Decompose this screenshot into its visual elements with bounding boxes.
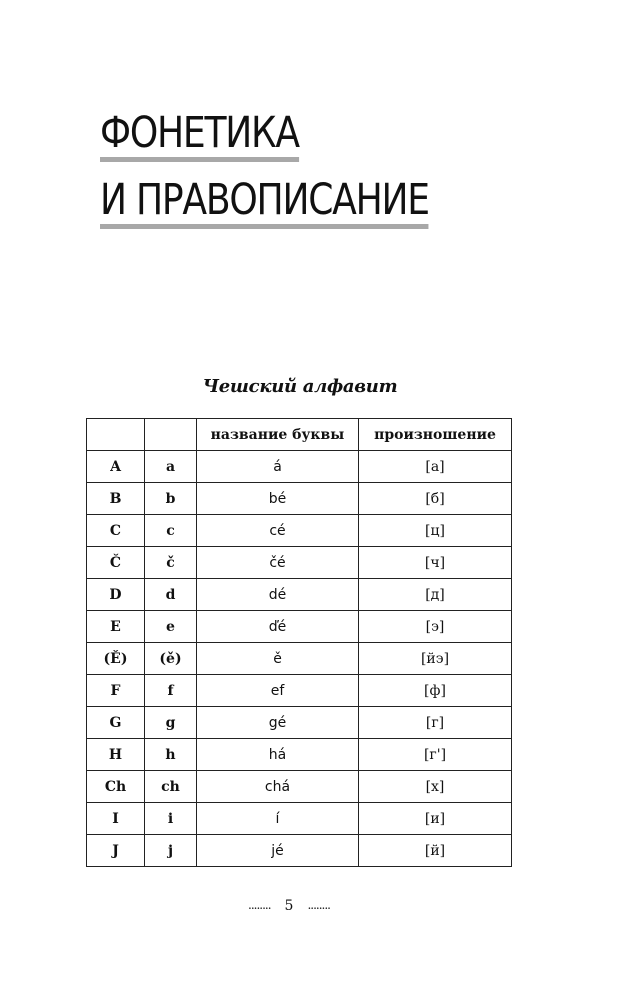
table-row bbox=[87, 675, 512, 707]
cell-pronunciation: [д] bbox=[359, 579, 512, 611]
cell-uppercase-letter: H bbox=[87, 739, 145, 771]
header-letter-name: название буквы bbox=[197, 419, 359, 451]
cell-letter-name: í bbox=[197, 803, 359, 835]
cell-letter-name: há bbox=[197, 739, 359, 771]
cell-pronunciation: [ц] bbox=[359, 515, 512, 547]
cell-lowercase-letter: j bbox=[145, 835, 197, 867]
cell-uppercase-letter: C bbox=[87, 515, 145, 547]
cell-pronunciation: [э] bbox=[359, 611, 512, 643]
cell-uppercase-letter: B bbox=[87, 483, 145, 515]
chapter-title bbox=[100, 108, 429, 246]
cell-lowercase-letter: b bbox=[145, 483, 197, 515]
chapter-title-line-1: ФОНЕТИКА bbox=[100, 112, 299, 162]
cell-pronunciation: [г'] bbox=[359, 739, 512, 771]
cell-uppercase-letter: D bbox=[87, 579, 145, 611]
cell-pronunciation: [йэ] bbox=[359, 643, 512, 675]
table-row bbox=[87, 515, 512, 547]
cell-pronunciation: [г] bbox=[359, 707, 512, 739]
table-row bbox=[87, 835, 512, 867]
cell-uppercase-letter: A bbox=[87, 451, 145, 483]
cell-uppercase-letter: I bbox=[87, 803, 145, 835]
cell-lowercase-letter: č bbox=[145, 547, 197, 579]
cell-letter-name: ě bbox=[197, 643, 359, 675]
cell-uppercase-letter: J bbox=[87, 835, 145, 867]
table-row bbox=[87, 771, 512, 803]
cell-letter-name: jé bbox=[197, 835, 359, 867]
cell-uppercase-letter: (Ě) bbox=[87, 643, 145, 675]
cell-lowercase-letter: h bbox=[145, 739, 197, 771]
cell-pronunciation: [а] bbox=[359, 451, 512, 483]
page-number: 5 bbox=[284, 898, 294, 914]
cell-uppercase-letter: Ch bbox=[87, 771, 145, 803]
header-lowercase bbox=[145, 419, 197, 451]
table-row bbox=[87, 643, 512, 675]
cell-letter-name: dé bbox=[197, 579, 359, 611]
cell-lowercase-letter: ch bbox=[145, 771, 197, 803]
page-footer bbox=[248, 898, 330, 914]
cell-uppercase-letter: F bbox=[87, 675, 145, 707]
chapter-title-line-2: И ПРАВОПИСАНИЕ bbox=[100, 179, 429, 229]
header-pronunciation: произношение bbox=[359, 419, 512, 451]
cell-lowercase-letter: f bbox=[145, 675, 197, 707]
table-row bbox=[87, 707, 512, 739]
cell-lowercase-letter: g bbox=[145, 707, 197, 739]
cell-letter-name: á bbox=[197, 451, 359, 483]
cell-lowercase-letter: c bbox=[145, 515, 197, 547]
cell-lowercase-letter: d bbox=[145, 579, 197, 611]
footer-dots-right: ........ bbox=[307, 898, 330, 912]
cell-letter-name: chá bbox=[197, 771, 359, 803]
table-row bbox=[87, 611, 512, 643]
table-row bbox=[87, 579, 512, 611]
cell-pronunciation: [й] bbox=[359, 835, 512, 867]
cell-letter-name: ďé bbox=[197, 611, 359, 643]
cell-lowercase-letter: i bbox=[145, 803, 197, 835]
header-uppercase bbox=[87, 419, 145, 451]
cell-letter-name: ef bbox=[197, 675, 359, 707]
cell-uppercase-letter: G bbox=[87, 707, 145, 739]
cell-pronunciation: [ф] bbox=[359, 675, 512, 707]
table-row bbox=[87, 451, 512, 483]
cell-pronunciation: [и] bbox=[359, 803, 512, 835]
table-row bbox=[87, 739, 512, 771]
table-row bbox=[87, 547, 512, 579]
alphabet-table bbox=[86, 418, 512, 867]
cell-pronunciation: [ч] bbox=[359, 547, 512, 579]
table-body bbox=[87, 451, 512, 867]
table-row bbox=[87, 483, 512, 515]
cell-letter-name: bé bbox=[197, 483, 359, 515]
cell-pronunciation: [б] bbox=[359, 483, 512, 515]
cell-letter-name: cé bbox=[197, 515, 359, 547]
cell-lowercase-letter: e bbox=[145, 611, 197, 643]
footer-dots-left: ........ bbox=[248, 898, 271, 912]
cell-uppercase-letter: Č bbox=[87, 547, 145, 579]
cell-lowercase-letter: (ě) bbox=[145, 643, 197, 675]
table-header-row bbox=[87, 419, 512, 451]
table-caption: Чешский алфавит bbox=[202, 376, 398, 397]
cell-letter-name: gé bbox=[197, 707, 359, 739]
table-row bbox=[87, 803, 512, 835]
cell-lowercase-letter: a bbox=[145, 451, 197, 483]
cell-pronunciation: [х] bbox=[359, 771, 512, 803]
cell-letter-name: čé bbox=[197, 547, 359, 579]
cell-uppercase-letter: E bbox=[87, 611, 145, 643]
